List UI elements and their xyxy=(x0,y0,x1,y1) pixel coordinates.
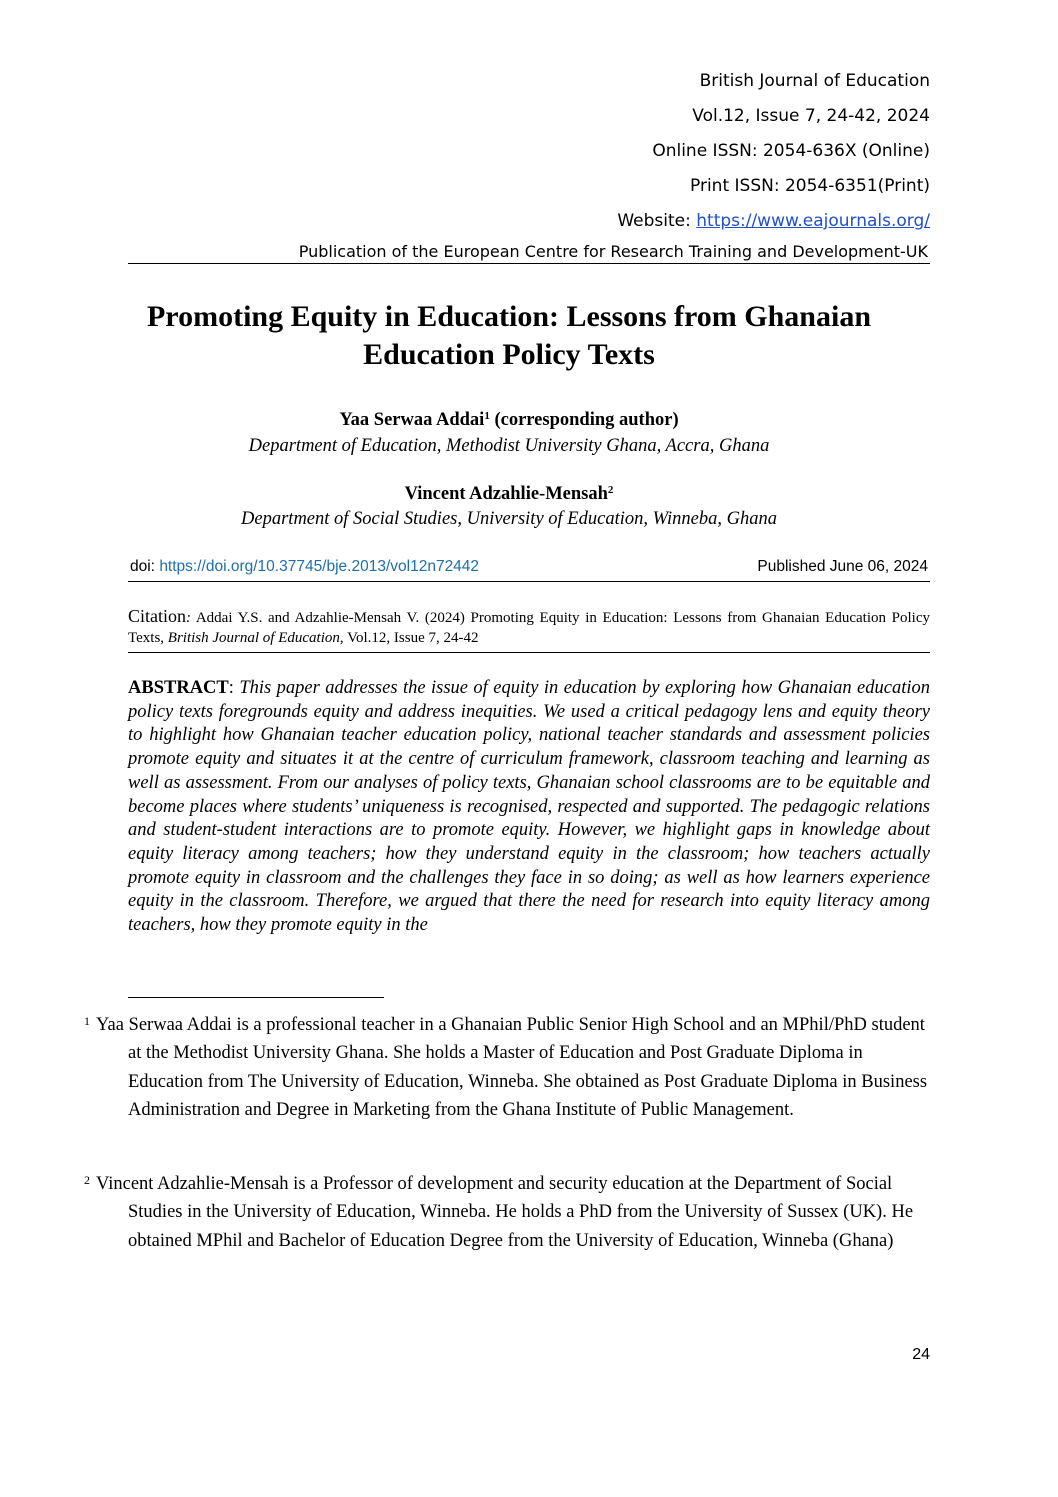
citation xyxy=(128,606,930,653)
title-line-2: Education Policy Texts xyxy=(363,338,655,371)
doi xyxy=(130,558,479,576)
citation-label: Citation xyxy=(128,606,186,626)
online-issn: Online ISSN: 2054-636X (Online) xyxy=(652,141,930,161)
website-link[interactable]: https://www.eajournals.org/ xyxy=(696,211,930,231)
doi-label: doi: xyxy=(130,558,160,575)
footnote-2-text: Vincent Adzahlie-Mensah is a Professor of development and security education at the Department of Social Studies in the University of Education, Winneba. He holds a PhD from the University of Sussex (UK). He obtained MPhil and Bachelor of Education Degree from the University of Education, Winneba (Ghana) xyxy=(96,1174,914,1251)
author-1-affiliation: Department of Education, Methodist University Ghana, Accra, Ghana xyxy=(248,436,770,456)
author-2 xyxy=(100,484,918,505)
author-2-sup: 2 xyxy=(607,484,614,496)
author-1 xyxy=(100,410,918,431)
author-1-name: Yaa Serwaa Addai xyxy=(339,410,485,430)
citation-colon: : xyxy=(186,610,191,626)
author-2-affiliation: Department of Social Studies, University of Education, Winneba, Ghana xyxy=(241,509,777,529)
abstract-label: ABSTRACT xyxy=(128,678,229,698)
title-line-1: Promoting Equity in Education: Lessons from Ghanaian xyxy=(146,300,872,333)
journal-name: British Journal of Education xyxy=(699,71,930,91)
publication-line xyxy=(128,242,930,264)
citation-journal: British Journal of Education xyxy=(167,630,340,646)
footnote-divider xyxy=(128,997,384,998)
citation-text-a: Addai Y.S. and Adzahlie-Mensah V. (2024) Promoting Equity in Education: Lessons from Ghanaian Education Policy Texts, xyxy=(128,610,930,646)
citation-text-b: , Vol.12, Issue 7, 24-42 xyxy=(339,630,479,646)
page-number: 24 xyxy=(912,1346,930,1363)
website-label: Website: xyxy=(617,211,697,231)
paper-title xyxy=(100,298,918,374)
doi-link[interactable]: https://doi.org/10.37745/bje.2013/vol12n72442 xyxy=(159,558,480,575)
publication-text: Publication of the European Centre for Research Training and Development-UK xyxy=(298,242,928,261)
author-2-name: Vincent Adzahlie-Mensah xyxy=(404,484,608,504)
author-1-role: (corresponding author) xyxy=(489,410,679,430)
footnote-2 xyxy=(84,1170,928,1255)
doi-row xyxy=(128,557,930,582)
footnote-1 xyxy=(84,1011,928,1124)
journal-header xyxy=(617,64,930,239)
footnote-2-mark: 2 xyxy=(84,1173,90,1187)
abstract-sep: : xyxy=(228,678,240,698)
print-issn: Print ISSN: 2054-6351(Print) xyxy=(690,176,930,196)
website-line xyxy=(617,204,930,239)
abstract xyxy=(128,677,930,938)
journal-volume: Vol.12, Issue 7, 24-42, 2024 xyxy=(692,106,930,126)
footnote-1-text: Yaa Serwaa Addai is a professional teacher in a Ghanaian Public Senior High School and an MPhil/PhD student at the Methodist University Ghana. She holds a Master of Education and Post Graduate Diploma in Education from The University of Education, Winneba. She obtained as Post Graduate Diploma in Business Administration and Degree in Marketing from the Ghana Institute of Public Management. xyxy=(96,1015,928,1120)
published-date: Published June 06, 2024 xyxy=(757,558,928,575)
author-1-sup: 1 xyxy=(484,410,490,422)
abstract-text: This paper addresses the issue of equity in education by exploring how Ghanaian education policy texts foregrounds equity and address inequities. We used a critical pedagogy lens and equity theory to highlight how Ghanaian teacher education policy, national teacher standards and assessment policies promote equity and situates it at the centre of curriculum framework, classroom teaching and learning as well as assessment. From our analyses of policy texts, Ghanaian school classrooms are to be equitable and become places where students’ uniqueness is recognised, respected and supported. The pedagogic relations and student-student interactions are to promote equity. However, we highlight gaps in knowledge about equity literacy among teachers; how they understand equity in the classroom; how teachers actually promote equity in classroom and the challenges they face in so doing; as well as how learners experience equity in the classroom. Therefore, we argued that there the need for research into equity literacy among teachers, how they promote equity in the xyxy=(128,678,930,936)
footnote-1-mark: 1 xyxy=(84,1014,90,1028)
